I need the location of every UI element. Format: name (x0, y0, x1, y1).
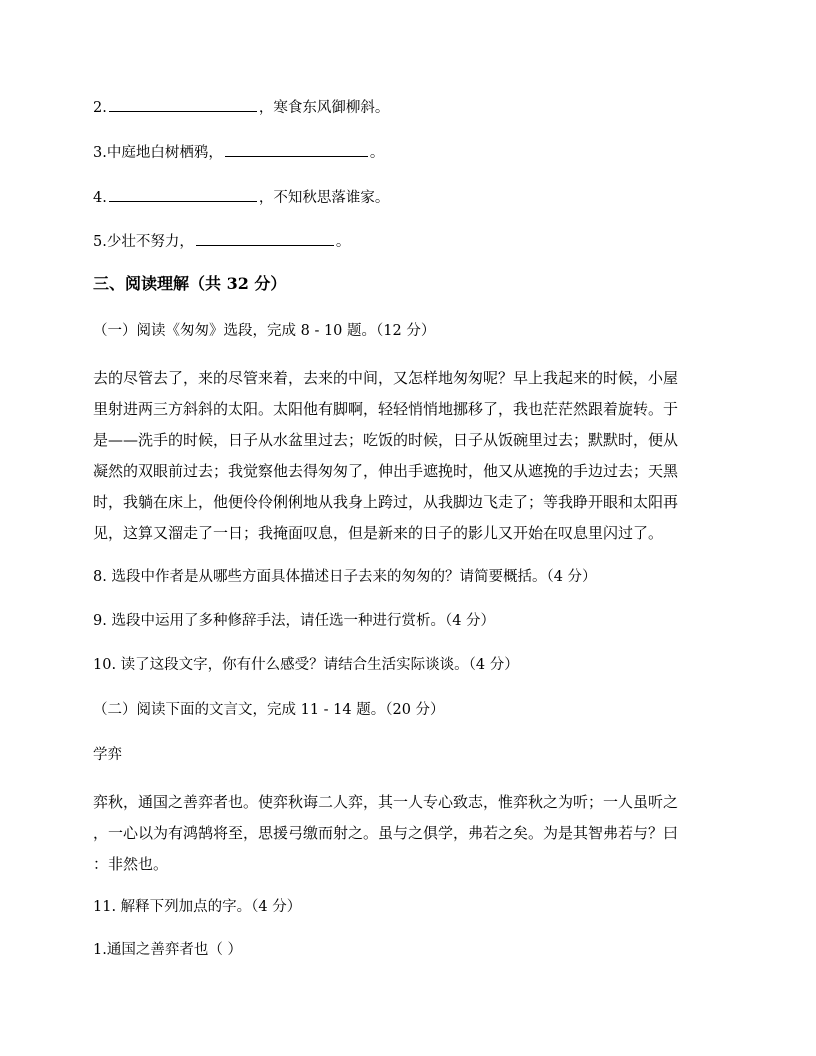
passage-xueyi (93, 787, 723, 880)
q2-prefix: 2. (93, 100, 107, 116)
q3-prefix: 3.中庭地白树栖鸦， (93, 145, 223, 161)
fill-blank-q5 (93, 229, 350, 252)
passage-title: 学弈 (93, 747, 122, 763)
q2-suffix: ，寒食东风御柳斜。 (258, 100, 390, 116)
fill-blank-q3 (93, 140, 384, 163)
passage-line: ：非然也。 (93, 855, 169, 873)
q4-prefix: 4. (93, 190, 107, 206)
answer-blank[interactable] (196, 229, 334, 246)
passage-line: 去的尽管去了，来的尽管来着，去来的中间，又怎样地匆匆呢？早上我起来的时候，小屋 (93, 369, 679, 387)
question-10: 10. 读了这段文字，你有什么感受？请结合生活实际谈谈。（4 分） (93, 657, 519, 673)
passage-line: 里射进两三方斜斜的太阳。太阳他有脚啊，轻轻悄悄地挪移了，我也茫茫然跟着旋转。于 (93, 400, 679, 418)
question-11: 11. 解释下列加点的字。（4 分） (93, 899, 302, 915)
answer-blank[interactable] (109, 95, 257, 112)
passage-line: 时，我躺在床上，他便伶伶俐俐地从我身上跨过，从我脚边飞走了；等我睁开眼和太阳再 (93, 493, 679, 511)
passage-line: 弈秋，通国之善弈者也。使弈秋诲二人弈，其一人专心致志，惟弈秋之为听；一人虽听之 (93, 793, 679, 811)
answer-blank[interactable] (225, 140, 368, 157)
passage-congcong (93, 363, 723, 549)
answer-blank[interactable] (109, 185, 257, 202)
question-8: 8. 选段中作者是从哪些方面具体描述日子去来的匆匆的？请简要概括。（4 分） (93, 569, 597, 585)
question-11-item-1: 1.通国之善弈者也（ ） (93, 942, 242, 958)
fill-blank-q2 (93, 95, 389, 118)
q5-prefix: 5.少壮不努力， (93, 234, 194, 250)
passage-line: ，一心以为有鸿鹄将至，思援弓缴而射之。虽与之俱学，弗若之矣。为是其智弗若与？曰 (93, 824, 679, 842)
q3-suffix: 。 (369, 145, 385, 161)
passage-line: 见，这算又溜走了一日；我掩面叹息，但是新来的日子的影儿又开始在叹息里闪过了。 (93, 524, 664, 542)
q4-suffix: ，不知秋思落谁家。 (258, 190, 390, 206)
part2-intro: （二）阅读下面的文言文，完成 11 - 14 题。（20 分） (93, 702, 445, 718)
part1-intro: （一）阅读《匆匆》选段，完成 8 - 10 题。（12 分） (93, 323, 436, 339)
question-9: 9. 选段中运用了多种修辞手法，请任选一种进行赏析。（4 分） (93, 613, 496, 629)
passage-line: 凝然的双眼前过去；我觉察他去得匆匆了，伸出手遮挽时，他又从遮挽的手边过去；天黑 (93, 462, 679, 480)
q5-suffix: 。 (335, 234, 351, 250)
fill-blank-q4 (93, 185, 389, 208)
passage-line: 是——洗手的时候，日子从水盆里过去；吃饭的时候，日子从饭碗里过去；默默时，便从 (93, 431, 679, 449)
section-heading: 三、阅读理解（共 32 分） (93, 274, 287, 293)
